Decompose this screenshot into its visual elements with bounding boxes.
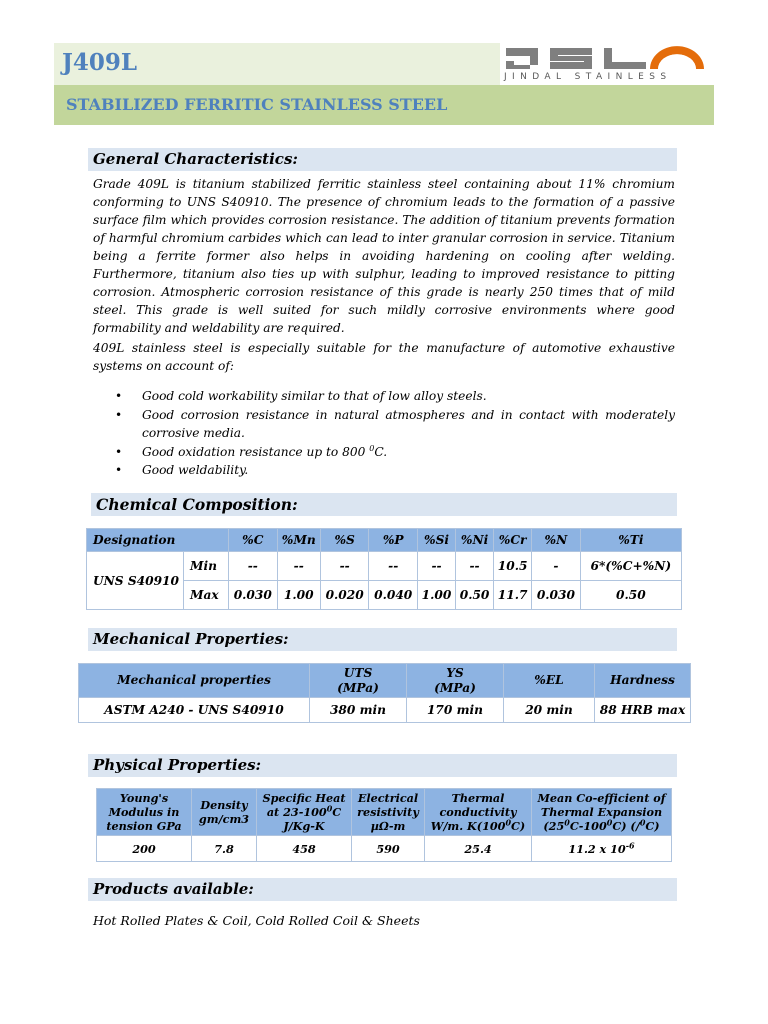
table-cell: --: [277, 552, 320, 581]
table-cell: 0.50: [580, 581, 681, 610]
header-line: W/m. K(100: [430, 819, 506, 833]
header-unit: C): [511, 819, 526, 833]
header-line: C) (/: [612, 819, 640, 833]
header-line: C-100: [569, 819, 607, 833]
col-ni: %Ni: [456, 529, 494, 552]
table-cell: 0.020: [320, 581, 369, 610]
grade-title: J409L: [62, 49, 138, 76]
list-item-text: Good oxidation resistance up to 800: [142, 444, 370, 459]
header-line: Electrical: [357, 791, 419, 805]
col-specific-heat: [257, 789, 352, 836]
table-cell: 590: [352, 836, 425, 862]
table-cell: --: [229, 552, 278, 581]
col-electrical-resistivity: [352, 789, 425, 836]
table-cell: --: [369, 552, 418, 581]
mechanical-table: [78, 663, 691, 723]
logo-tagline: JINDAL STAINLESS: [504, 72, 672, 82]
col-designation: Designation: [87, 529, 229, 552]
header-line: (25: [543, 819, 565, 833]
jsl-logo: [500, 43, 714, 85]
mechanical-heading: Mechanical Properties:: [88, 628, 677, 651]
col-n: %N: [532, 529, 581, 552]
header-line: Mean Co-efficient of: [537, 791, 666, 805]
uts-label: UTS: [343, 665, 373, 680]
table-cell: 11.7: [494, 581, 532, 610]
header-line: resistivity: [357, 805, 419, 819]
col-si: %Si: [418, 529, 456, 552]
table-cell: 6*(%C+%N): [580, 552, 681, 581]
ys-label: YS: [446, 665, 464, 680]
table-cell: ASTM A240 - UNS S40910: [79, 698, 310, 723]
grade-band: [54, 43, 500, 85]
table-cell: 458: [257, 836, 352, 862]
designation-cell: UNS S40910: [87, 552, 184, 610]
degree-sup: 0: [639, 817, 646, 828]
table-cell: --: [320, 552, 369, 581]
header-line: conductivity: [439, 805, 517, 819]
col-thermal-expansion: [532, 789, 672, 836]
list-item: [93, 443, 675, 462]
page-subtitle: STABILIZED FERRITIC STAINLESS STEEL: [66, 95, 448, 114]
subtitle-band: [54, 85, 714, 125]
col-ys: [407, 664, 504, 698]
col-thermal-conductivity: [425, 789, 532, 836]
table-cell: 0.50: [456, 581, 494, 610]
table-cell: 170 min: [407, 698, 504, 723]
header-unit: C: [332, 805, 342, 819]
header-line: Thermal Expansion: [540, 805, 663, 819]
col-mn: %Mn: [277, 529, 320, 552]
table-cell: 0.030: [229, 581, 278, 610]
col-ti: %Ti: [580, 529, 681, 552]
list-item: • Good weldability.: [93, 461, 675, 480]
table-header-row: [87, 529, 682, 552]
products-text: Hot Rolled Plates & Coil, Cold Rolled Coil & Sheets: [93, 913, 420, 928]
table-row: [97, 836, 672, 862]
general-paragraph-1: Grade 409L is titanium stabilized ferritic stainless steel containing about 11% chromium conforming to UNS S40910. The presence of chromium leads to the formation of a passive surface film which provides corrosion resistance. The addition of titanium prevents formation of harmful chromium carbides which can lead to inter granular corrosion in service. Titanium being a ferrite former also helps in avoiding hardening on cooling after welding. Furthermore, titanium also ties up with sulphur, leading to improved resistance to pitting corrosion. Atmospheric corrosion resistance of this grade is nearly 250 times that of mild steel. This grade is well suited for such mildly corrosive environments where good formability and weldability are required.: [93, 177, 675, 335]
table-cell: 200: [97, 836, 192, 862]
header-line: at 23-100: [266, 805, 327, 819]
uts-unit: (MPa): [337, 680, 379, 695]
header-line: Thermal: [451, 791, 505, 805]
header-line: C): [645, 819, 660, 833]
table-cell: 25.4: [425, 836, 532, 862]
table-header-row: [79, 664, 691, 698]
col-youngs-modulus: [97, 789, 192, 836]
chemical-table: [86, 528, 682, 610]
advantages-list: [93, 387, 675, 480]
general-paragraph-2: 409L stainless steel is especially suitable for the manufacture of automotive exhaustive systems on account of:: [93, 341, 675, 373]
table-cell: 20 min: [504, 698, 595, 723]
table-cell: 380 min: [310, 698, 407, 723]
expansion-value: 11.2 x 10: [568, 841, 626, 856]
degree-sup: 0: [326, 803, 333, 814]
col-el: %EL: [504, 664, 595, 698]
degree-sup: 0: [369, 443, 375, 453]
header-line: Young's: [119, 791, 169, 805]
table-cell: 0.030: [532, 581, 581, 610]
table-header-row: [97, 789, 672, 836]
degree-sup: 0: [606, 817, 613, 828]
col-hardness: Hardness: [595, 664, 691, 698]
max-label: Max: [184, 581, 229, 610]
header-line: µΩ-m: [370, 819, 406, 833]
col-density: [192, 789, 257, 836]
table-cell: -: [532, 552, 581, 581]
physical-table: [96, 788, 672, 862]
col-c: %C: [229, 529, 278, 552]
header-line: gm/cm3: [198, 812, 250, 826]
table-cell: 7.8: [192, 836, 257, 862]
list-item: • Good corrosion resistance in natural atmospheres and in contact with moderately corrosive media.: [93, 406, 675, 443]
col-uts: [310, 664, 407, 698]
min-label: Min: [184, 552, 229, 581]
table-row: [87, 552, 682, 581]
list-item: • Good cold workability similar to that of low alloy steels.: [93, 387, 675, 406]
table-cell: 10.5: [494, 552, 532, 581]
table-cell: 88 HRB max: [595, 698, 691, 723]
col-mechanical-properties: Mechanical properties: [79, 664, 310, 698]
chemical-heading: Chemical Composition:: [91, 493, 677, 516]
products-heading: Products available:: [88, 878, 677, 901]
table-cell: 1.00: [277, 581, 320, 610]
col-s: %S: [320, 529, 369, 552]
header-line: tension GPa: [106, 819, 182, 833]
degree-sup: 0: [564, 817, 570, 828]
exponent-sup: -6: [625, 839, 635, 850]
table-cell: 1.00: [418, 581, 456, 610]
general-heading: General Characteristics:: [88, 148, 677, 171]
table-cell: --: [418, 552, 456, 581]
table-cell: 0.040: [369, 581, 418, 610]
col-p: %P: [369, 529, 418, 552]
table-cell: [532, 836, 672, 862]
header-line: J/Kg-K: [283, 819, 325, 833]
degree-sup: 0: [505, 817, 512, 828]
physical-heading: Physical Properties:: [88, 754, 677, 777]
table-row: [79, 698, 691, 723]
header-line: Density: [200, 798, 248, 812]
ys-unit: (MPa): [434, 680, 476, 695]
header-line: Modulus in: [108, 805, 180, 819]
header-line: Specific Heat: [262, 791, 346, 805]
list-item-unit: C.: [374, 444, 388, 459]
table-cell: --: [456, 552, 494, 581]
col-cr: %Cr: [494, 529, 532, 552]
